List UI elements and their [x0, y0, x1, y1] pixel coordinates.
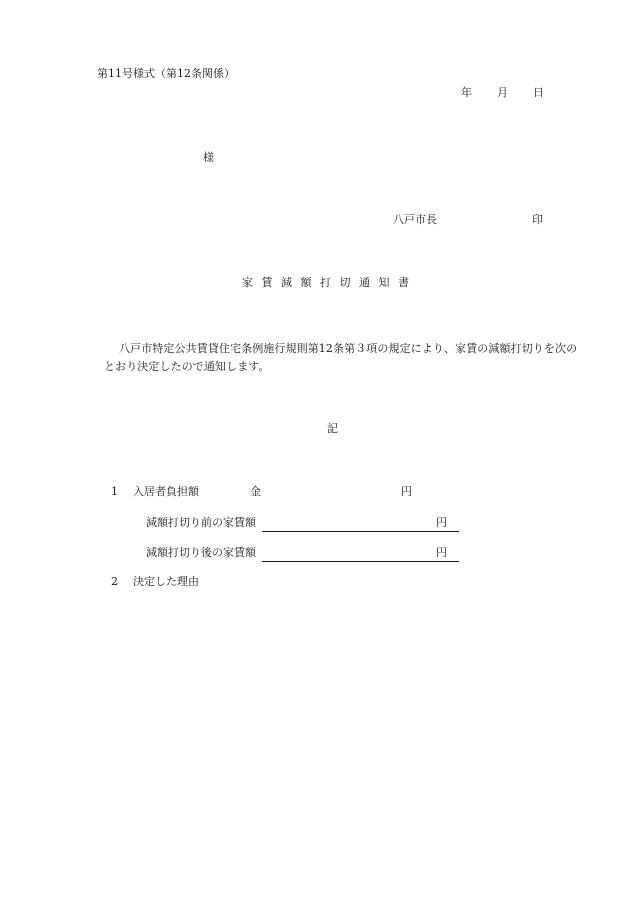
sub-item-after-label: 減額打切り後の家賃額	[146, 546, 256, 559]
item-2-label: 決定した理由	[133, 575, 199, 588]
date-month: 月	[497, 86, 508, 99]
item-1-label: 入居者負担額	[133, 485, 199, 498]
sub-item-before-label: 減額打切り前の家賃額	[146, 516, 256, 529]
document-title: 家賃減額打切通知書	[242, 276, 418, 289]
issuer-name: 八戸市長	[393, 213, 437, 226]
item-1-yen: 円	[401, 485, 412, 498]
date-day: 日	[533, 86, 544, 99]
ki-heading: 記	[327, 422, 338, 435]
addressee-suffix: 様	[203, 151, 214, 164]
sub-item-before-yen: 円	[436, 516, 447, 529]
body-paragraph: 八戸市特定公共賃貸住宅条例施行規則第12条第３項の規定により、家賃の減額打切りを次のとおり決定したので通知します。	[104, 342, 578, 373]
blank-underline	[262, 517, 459, 532]
seal-mark: 印	[532, 213, 543, 226]
sub-item-after-yen: 円	[436, 546, 447, 559]
item-1-kin: 金	[250, 485, 261, 498]
blank-underline	[262, 547, 459, 562]
date-year: 年	[461, 86, 472, 99]
item-2-number: 2	[111, 575, 118, 588]
item-1-number: 1	[111, 485, 118, 498]
form-number: 第11号様式（第12条関係）	[97, 67, 235, 80]
